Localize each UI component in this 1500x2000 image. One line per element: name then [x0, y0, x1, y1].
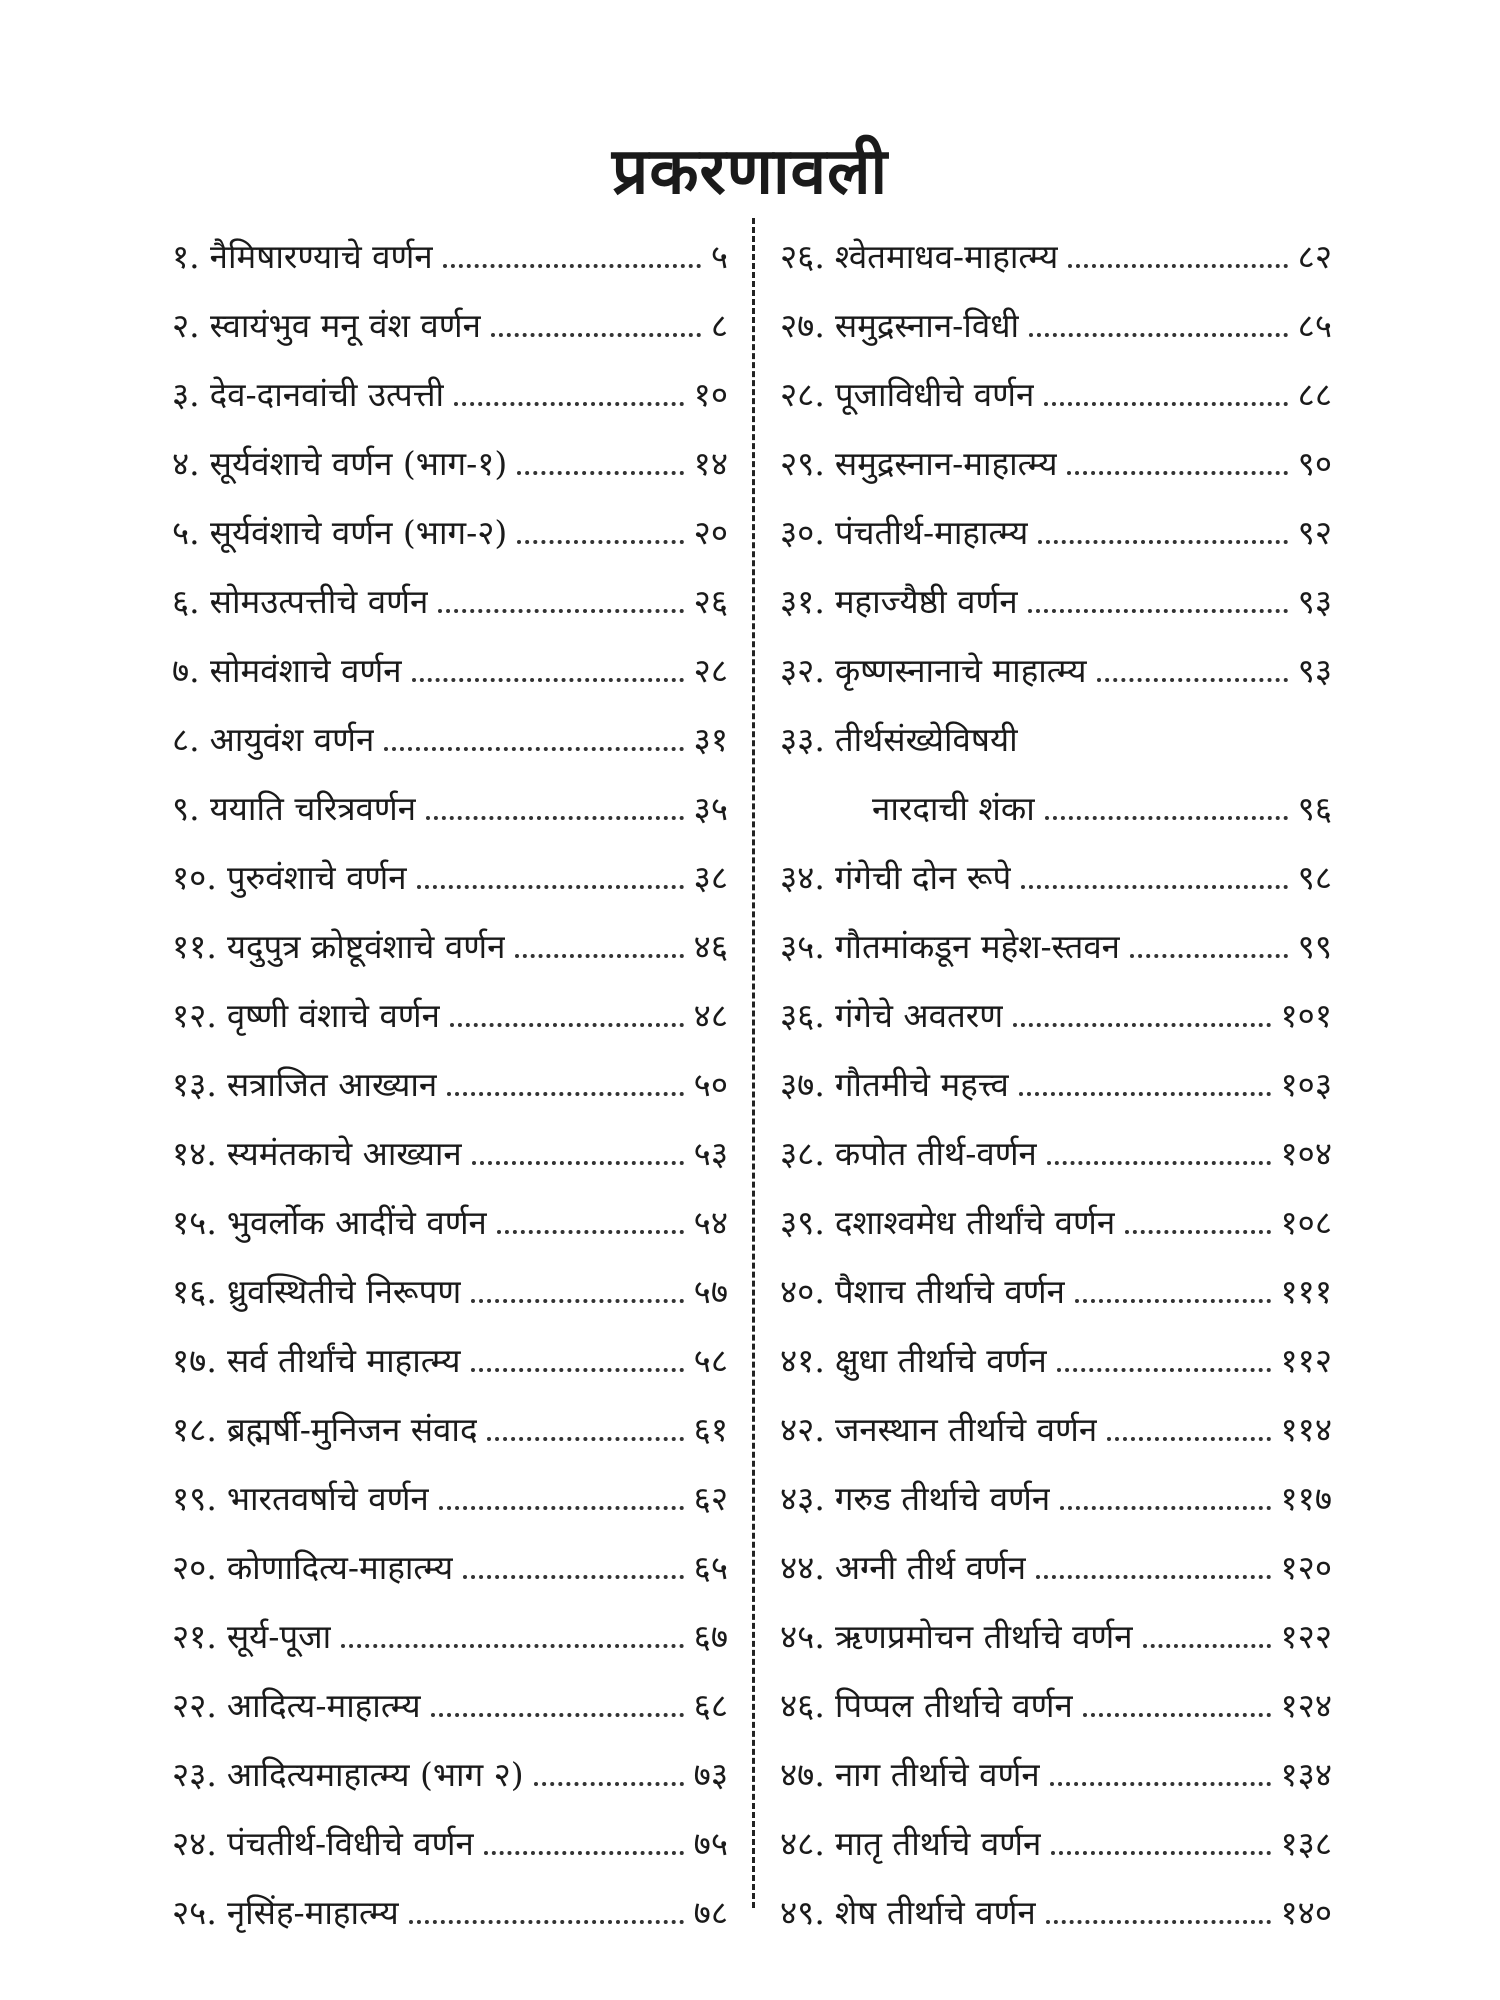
entry-page-number: १४० [1280, 1893, 1332, 1932]
toc-entry [780, 1864, 1332, 1933]
entry-page-number: ८ [710, 306, 728, 345]
dot-leader [1075, 1299, 1271, 1303]
entry-title: गरुड तीर्थाचे वर्णन [834, 1479, 1051, 1518]
dot-leader [497, 1230, 684, 1234]
dot-leader [1038, 540, 1287, 544]
entry-title: गंगेचे अवतरण [834, 996, 1004, 1035]
toc-entry [172, 1864, 728, 1933]
entry-number: १९. [172, 1479, 217, 1518]
toc-entry [780, 1588, 1332, 1657]
toc-entry [780, 1450, 1332, 1519]
dot-leader [515, 954, 683, 958]
entry-number: २६. [780, 237, 825, 276]
entry-page-number: १११ [1280, 1272, 1332, 1311]
toc-entry [172, 1381, 728, 1450]
dot-leader [1019, 1092, 1271, 1096]
toc-entry [780, 553, 1332, 622]
entry-page-number: १०४ [1280, 1134, 1332, 1173]
toc-entry [780, 829, 1332, 898]
entry-title: सोमवंशाचे वर्णन [209, 651, 402, 690]
entry-page-number: ९३ [1297, 651, 1332, 690]
dot-leader [1051, 1851, 1270, 1855]
entry-number: ३२. [780, 651, 825, 690]
entry-page-number: ११२ [1280, 1341, 1332, 1380]
dot-leader [1044, 402, 1287, 406]
toc-entry [172, 1312, 728, 1381]
entry-title: गौतमीचे महत्त्व [834, 1065, 1009, 1104]
entry-page-number: १० [693, 375, 728, 414]
dot-leader [1083, 1713, 1271, 1717]
entry-title: अग्नी तीर्थ वर्णन [834, 1548, 1027, 1587]
toc-entry [172, 553, 728, 622]
toc-entry-continuation [780, 760, 1332, 829]
dot-leader [1029, 333, 1288, 337]
dot-leader [454, 402, 684, 406]
toc-entry [780, 1726, 1332, 1795]
entry-number: १५. [172, 1203, 217, 1242]
entry-number: २५. [172, 1893, 217, 1932]
page-title: प्रकरणावली [611, 133, 889, 209]
toc-entry [780, 967, 1332, 1036]
toc-entry [172, 277, 728, 346]
entry-number: ४२. [780, 1410, 825, 1449]
dot-leader [471, 1368, 684, 1372]
entry-number: ४८. [780, 1824, 825, 1863]
dot-leader [1125, 1230, 1270, 1234]
entry-number: २४. [172, 1824, 217, 1863]
entry-title: समुद्रस्नान-विधी [834, 306, 1020, 345]
entry-title: नाग तीर्थाचे वर्णन [834, 1755, 1040, 1794]
dot-leader [1028, 609, 1288, 613]
entry-number: १८. [172, 1410, 217, 1449]
toc-entry [172, 691, 728, 760]
entry-page-number: ९८ [1297, 858, 1332, 897]
entry-number: १३. [172, 1065, 217, 1104]
entry-number: १४. [172, 1134, 217, 1173]
entry-number: ११. [172, 927, 217, 966]
entry-page-number: ४८ [693, 996, 728, 1035]
entry-number: ४३. [780, 1479, 825, 1518]
dot-leader [1067, 471, 1287, 475]
entry-page-number: ३१ [693, 720, 728, 759]
entry-page-number: ९० [1297, 444, 1332, 483]
toc-entry [780, 1519, 1332, 1588]
entry-number: ६. [172, 582, 200, 621]
entry-title: श्वेतमाधव-माहात्म्य [834, 237, 1059, 276]
entry-page-number: ६७ [693, 1617, 728, 1656]
entry-page-number: ७८ [693, 1893, 728, 1932]
dot-leader [472, 1161, 684, 1165]
dot-leader [431, 1713, 684, 1717]
entry-page-number: १२४ [1280, 1686, 1332, 1725]
entry-number: ८. [172, 720, 200, 759]
dot-leader [341, 1644, 683, 1648]
entry-number: ३५. [780, 927, 825, 966]
dot-leader [487, 1437, 683, 1441]
entry-page-number: ५३ [693, 1134, 728, 1173]
toc-entry [172, 484, 728, 553]
dot-leader [1045, 816, 1288, 820]
toc-entry [780, 1657, 1332, 1726]
toc-entry [172, 760, 728, 829]
toc-entry [780, 622, 1332, 691]
entry-page-number: ५ [710, 237, 728, 276]
entry-title: नृसिंह-माहात्म्य [226, 1893, 399, 1932]
entry-number: ४७. [780, 1755, 825, 1794]
toc-entry [780, 1312, 1332, 1381]
entry-title: ऋणप्रमोचन तीर्थाचे वर्णन [834, 1617, 1133, 1656]
dot-leader [1097, 678, 1288, 682]
column-divider [752, 218, 755, 1908]
entry-number: १. [172, 237, 200, 276]
entry-page-number: ३५ [693, 789, 728, 828]
entry-title: यदुपुत्र क्रोष्टूवंशाचे वर्णन [226, 927, 506, 966]
toc-entry [172, 622, 728, 691]
entry-page-number: ७३ [693, 1755, 728, 1794]
toc-entry [172, 1657, 728, 1726]
toc-column-left [172, 208, 728, 1933]
entry-title: पंचतीर्थ-विधीचे वर्णन [226, 1824, 474, 1863]
entry-title: सूर्य-पूजा [226, 1617, 332, 1656]
entry-number: ४९. [780, 1893, 825, 1932]
entry-page-number: १३८ [1280, 1824, 1332, 1863]
dot-leader [1130, 954, 1288, 958]
entry-page-number: २० [693, 513, 728, 552]
dot-leader [1046, 1920, 1271, 1924]
entry-page-number: १०८ [1280, 1203, 1332, 1242]
entry-page-number: ८८ [1297, 375, 1332, 414]
toc-entry [172, 898, 728, 967]
entry-title: पंचतीर्थ-माहात्म्य [834, 513, 1029, 552]
entry-number: ३३. [780, 720, 825, 759]
toc-entry [172, 1588, 728, 1657]
dot-leader [1060, 1506, 1270, 1510]
entry-page-number: ५० [693, 1065, 728, 1104]
entry-title: ययाति चरित्रवर्णन [209, 789, 417, 828]
entry-number: २२. [172, 1686, 217, 1725]
entry-page-number: ३८ [693, 858, 728, 897]
entry-title: आयुवंश वर्णन [209, 720, 375, 759]
entry-page-number: ६५ [693, 1548, 728, 1587]
entry-page-number: ८२ [1297, 237, 1332, 276]
dot-leader [447, 1092, 683, 1096]
entry-title: वृष्णी वंशाचे वर्णन [226, 996, 440, 1035]
toc-entry [780, 1174, 1332, 1243]
entry-number: ३०. [780, 513, 825, 552]
entry-number: १२. [172, 996, 217, 1035]
entry-title: पैशाच तीर्थाचे वर्णन [834, 1272, 1065, 1311]
dot-leader [1050, 1782, 1271, 1786]
entry-page-number: ११४ [1280, 1410, 1332, 1449]
entry-number: ३६. [780, 996, 825, 1035]
dot-leader [534, 1782, 684, 1786]
entry-number: १०. [172, 858, 217, 897]
entry-page-number: ७५ [693, 1824, 728, 1863]
entry-number: ४५. [780, 1617, 825, 1656]
entry-title: सर्व तीर्थांचे माहात्म्य [226, 1341, 461, 1380]
entry-title: शेष तीर्थाचे वर्णन [834, 1893, 1036, 1932]
entry-title: सूर्यवंशाचे वर्णन (भाग-२) [209, 513, 508, 552]
toc-entry [780, 898, 1332, 967]
entry-number: ७. [172, 651, 200, 690]
entry-page-number: ५८ [693, 1341, 728, 1380]
entry-page-number: ९२ [1297, 513, 1332, 552]
entry-title: स्वायंभुव मनू वंश वर्णन [209, 306, 481, 345]
toc-entry [780, 691, 1332, 760]
entry-page-number: ११७ [1280, 1479, 1332, 1518]
entry-title: सोमउत्पत्तीचे वर्णन [209, 582, 429, 621]
dot-leader [1047, 1161, 1271, 1165]
entry-page-number: ५७ [693, 1272, 728, 1311]
entry-number: १७. [172, 1341, 217, 1380]
entry-title: कृष्णस्नानाचे माहात्म्य [834, 651, 1087, 690]
toc-entry [172, 208, 728, 277]
entry-number: २३. [172, 1755, 217, 1794]
toc-entry [780, 208, 1332, 277]
entry-number: २७. [780, 306, 825, 345]
dot-leader [443, 264, 701, 268]
dot-leader [517, 540, 683, 544]
dot-leader [412, 678, 684, 682]
entry-title: क्षुधा तीर्थाचे वर्णन [834, 1341, 1047, 1380]
toc-entry [172, 1174, 728, 1243]
dot-leader [517, 471, 683, 475]
dot-leader [471, 1299, 683, 1303]
entry-number: २१. [172, 1617, 217, 1656]
entry-page-number: १२२ [1280, 1617, 1332, 1656]
entry-number: ५. [172, 513, 200, 552]
dot-leader [438, 609, 683, 613]
entry-number: ४४. [780, 1548, 825, 1587]
toc-entry [172, 829, 728, 898]
entry-number: ३४. [780, 858, 825, 897]
entry-title: कोणादित्य-माहात्म्य [226, 1548, 454, 1587]
toc-entry [172, 1519, 728, 1588]
entry-title: तीर्थसंख्येविषयी [834, 720, 1018, 759]
entry-title: स्यमंतकाचे आख्यान [226, 1134, 462, 1173]
entry-title: आदित्य-माहात्म्य [226, 1686, 421, 1725]
dot-leader [1021, 885, 1287, 889]
entry-number: ४. [172, 444, 200, 483]
entry-number: ३. [172, 375, 200, 414]
dot-leader [409, 1920, 684, 1924]
entry-title-continuation: नारदाची शंका [872, 789, 1035, 828]
entry-page-number: १०३ [1280, 1065, 1332, 1104]
entry-title: देव-दानवांची उत्पत्ती [209, 375, 445, 414]
entry-title: भुवर्लोक आदींचे वर्णन [226, 1203, 487, 1242]
dot-leader [463, 1575, 683, 1579]
toc-entry [172, 415, 728, 484]
entry-title: कपोत तीर्थ-वर्णन [834, 1134, 1037, 1173]
entry-title: ब्रह्मर्षी-मुनिजन संवाद [226, 1410, 478, 1449]
entry-title: दशाश्वमेध तीर्थांचे वर्णन [834, 1203, 1116, 1242]
entry-title: नैमिषारण्याचे वर्णन [209, 237, 433, 276]
entry-page-number: ९६ [1297, 789, 1332, 828]
toc-entry [780, 415, 1332, 484]
entry-page-number: २६ [693, 582, 728, 621]
entry-title: पूजाविधीचे वर्णन [834, 375, 1035, 414]
toc-entry [780, 277, 1332, 346]
entry-number: ३७. [780, 1065, 825, 1104]
entry-title: पुरुवंशाचे वर्णन [226, 858, 407, 897]
entry-page-number: २८ [693, 651, 728, 690]
entry-number: ३८. [780, 1134, 825, 1173]
entry-number: ९. [172, 789, 200, 828]
dot-leader [491, 333, 701, 337]
dot-leader [1057, 1368, 1271, 1372]
dot-leader [426, 816, 684, 820]
entry-number: ४१. [780, 1341, 825, 1380]
toc-entry [780, 1105, 1332, 1174]
entry-number: ३१. [780, 582, 825, 621]
entry-title: महाज्यैष्ठी वर्णन [834, 582, 1018, 621]
toc-entry [172, 1036, 728, 1105]
entry-page-number: १०१ [1280, 996, 1332, 1035]
dot-leader [484, 1851, 684, 1855]
entry-number: ४६. [780, 1686, 825, 1725]
entry-number: १६. [172, 1272, 217, 1311]
entry-title: समुद्रस्नान-माहात्म्य [834, 444, 1058, 483]
entry-title: गंगेची दोन रूपे [834, 858, 1012, 897]
toc-entry [780, 1036, 1332, 1105]
entry-page-number: ४६ [693, 927, 728, 966]
toc-entry [780, 484, 1332, 553]
entry-page-number: ६८ [693, 1686, 728, 1725]
dot-leader [1143, 1644, 1271, 1648]
dot-leader [384, 747, 683, 751]
entry-number: ३९. [780, 1203, 825, 1242]
entry-page-number: १३४ [1280, 1755, 1332, 1794]
entry-title: जनस्थान तीर्थाचे वर्णन [834, 1410, 1098, 1449]
toc-entry [172, 1726, 728, 1795]
entry-title: सत्राजित आख्यान [226, 1065, 438, 1104]
toc-entry [172, 967, 728, 1036]
toc-entry [172, 1243, 728, 1312]
dot-leader [450, 1023, 684, 1027]
toc-entry [172, 1105, 728, 1174]
dot-leader [417, 885, 684, 889]
toc-entry [780, 1795, 1332, 1864]
dot-leader [1036, 1575, 1270, 1579]
entry-page-number: ८५ [1297, 306, 1332, 345]
dot-leader [1013, 1023, 1270, 1027]
entry-title: आदित्यमाहात्म्य (भाग २) [226, 1755, 524, 1794]
toc-entry [780, 346, 1332, 415]
entry-page-number: ६१ [693, 1410, 728, 1449]
toc-column-right [780, 208, 1332, 1933]
entry-number: २. [172, 306, 200, 345]
toc-entry [172, 346, 728, 415]
entry-number: ४०. [780, 1272, 825, 1311]
entry-title: भारतवर्षाचे वर्णन [226, 1479, 429, 1518]
entry-title: मातृ तीर्थाचे वर्णन [834, 1824, 1042, 1863]
entry-page-number: ९३ [1297, 582, 1332, 621]
entry-page-number: १४ [693, 444, 728, 483]
entry-page-number: १२० [1280, 1548, 1332, 1587]
toc-entry [780, 1381, 1332, 1450]
entry-number: २९. [780, 444, 825, 483]
entry-number: २०. [172, 1548, 217, 1587]
entry-number: २८. [780, 375, 825, 414]
dot-leader [1068, 264, 1287, 268]
toc-entry [172, 1450, 728, 1519]
dot-leader [439, 1506, 684, 1510]
entry-page-number: ६२ [693, 1479, 728, 1518]
entry-title: सूर्यवंशाचे वर्णन (भाग-१) [209, 444, 508, 483]
toc-entry [172, 1795, 728, 1864]
toc-entry [780, 1243, 1332, 1312]
entry-title: पिप्पल तीर्थाचे वर्णन [834, 1686, 1073, 1725]
dot-leader [1107, 1437, 1270, 1441]
entry-title: गौतमांकडून महेश-स्तवन [834, 927, 1120, 966]
entry-page-number: ५४ [693, 1203, 728, 1242]
entry-page-number: ९९ [1297, 927, 1332, 966]
entry-title: ध्रुवस्थितीचे निरूपण [226, 1272, 462, 1311]
